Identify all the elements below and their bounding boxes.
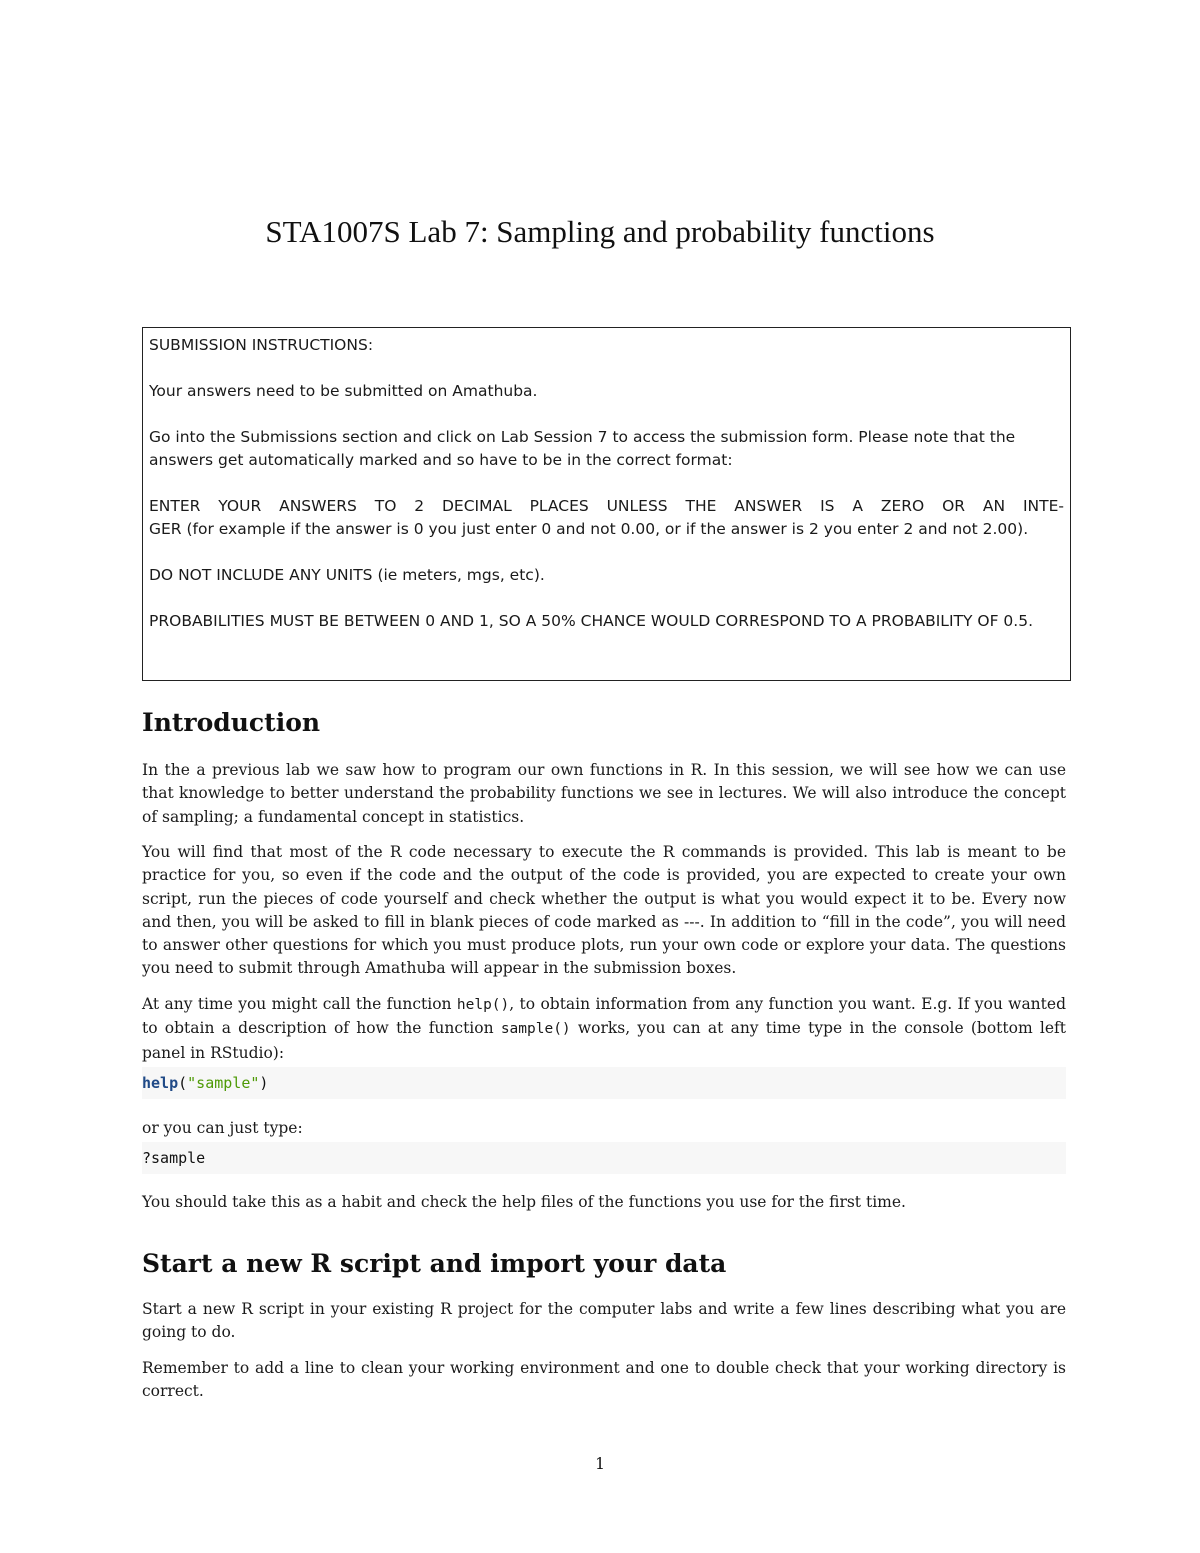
start-paragraph-2: Remember to add a line to clean your working environment and one to double check that your working directory is correct. [142, 1359, 1066, 1401]
intro-paragraph-1: In the a previous lab we saw how to program our own functions in R. In this session, we will see how we can use that knowledge to better understand the probability functions we see in lectures. We will also introduce the concept of sampling; a fundamental concept in statistics. [142, 761, 1066, 826]
submission-instructions-box [142, 327, 1071, 681]
start-heading: Start a new R script and import your data [142, 1249, 727, 1278]
submission-paragraph-1: Your answers need to be submitted on Amathuba. [149, 382, 538, 400]
code-block-sample: ?sample [142, 1142, 1066, 1174]
submission-paragraph-4: DO NOT INCLUDE ANY UNITS (ie meters, mgs, etc). [149, 566, 545, 584]
code-open-paren: ( [178, 1074, 188, 1092]
intro-paragraph-3 [142, 993, 1066, 1065]
inline-code-help: help() [456, 997, 510, 1013]
submission-paragraph-3-line-1: ENTER YOUR ANSWERS TO 2 DECIMAL PLACES UNLESS THE ANSWER IS A ZERO OR AN INTE- [149, 497, 1064, 515]
intro-paragraph-3-part-b: , to obtain information from any function you want. E.g. If you wanted to obtain a description of how the function [142, 995, 1066, 1038]
intro-paragraph-2: You will find that most of the R code necessary to execute the R commands is provided. This lab is meant to be practice for you, so even if the code and the output of the code is provided, you are expected to create your own script, run the pieces of code yourself and check whether the output is what you would expect it to be. Every now and then, you will be asked to fill in blank pieces of code marked as ---. In addition to “fill in the code”, you will need to answer other questions for which you must produce plots, run your own code or explore your data. The questions you need to submit through Amathuba will appear in the submission boxes. [142, 843, 1066, 978]
submission-paragraph-5: PROBABILITIES MUST BE BETWEEN 0 AND 1, SO A 50% CHANCE WOULD CORRESPOND TO A PROBABILITY OF 0.5. [149, 612, 1033, 630]
introduction-section [142, 706, 1066, 740]
introduction-heading: Introduction [142, 708, 321, 737]
intro-paragraph-4: or you can just type: [142, 1119, 303, 1137]
page-number: 1 [595, 1455, 605, 1473]
intro-paragraph-3-part-a: At any time you might call the function [142, 995, 457, 1013]
document-title: STA1007S Lab 7: Sampling and probability functions [265, 214, 935, 249]
intro-paragraph-3-part-c: works, you can at any time type in the console (bottom left panel in RStudio): [142, 1019, 1066, 1062]
start-section [142, 1247, 1066, 1281]
inline-code-sample: sample() [500, 1021, 571, 1038]
submission-paragraph-3 [149, 495, 1064, 541]
code-block-help [142, 1067, 1066, 1099]
submission-paragraph-3-line-2: GER (for example if the answer is 0 you just enter 0 and not 0.00, or if the answer is 2 you enter 2 and not 2.00). [149, 520, 1029, 538]
code-close-paren: ) [259, 1074, 269, 1092]
start-paragraph-1: Start a new R script in your existing R project for the computer labs and write a few lines describing what you are going to do. [142, 1300, 1066, 1342]
code-string-arg: "sample" [187, 1074, 260, 1092]
code-function-name: help [142, 1074, 179, 1092]
intro-paragraph-5: You should take this as a habit and check the help files of the functions you use for the first time. [142, 1193, 906, 1211]
submission-paragraph-2: Go into the Submissions section and click on Lab Session 7 to access the submission form. Please note that the answers get automatically marked and so have to be in the correct format: [149, 428, 1016, 469]
submission-heading: SUBMISSION INSTRUCTIONS: [149, 336, 374, 354]
